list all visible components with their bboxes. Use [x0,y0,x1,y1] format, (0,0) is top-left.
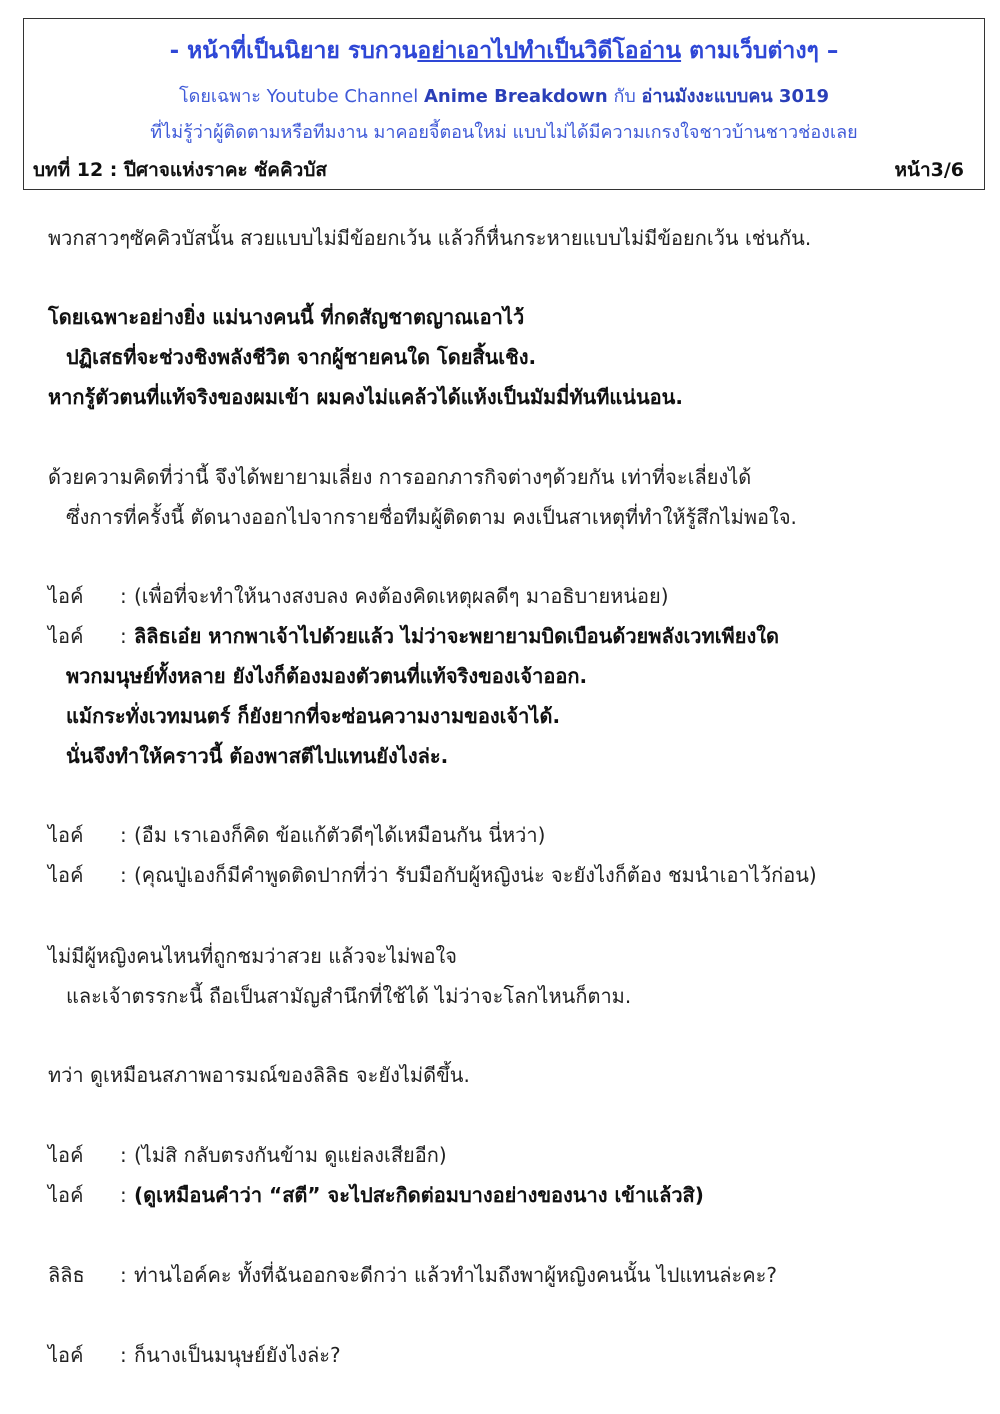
dialogue-line [48,819,545,851]
colon: : [120,1263,127,1287]
paragraph-line: ไม่มีผู้หญิงคนไหนที่ถูกชมว่าสวย แล้วจะไม่พอใจ [48,944,457,968]
speaker: ไอค์ [48,863,84,887]
paragraph-line: พวกสาวๆซัคคิวบัสนั้น สวยแบบไม่มีข้อยกเว้น แล้วก็หื่นกระหายแบบไม่มีข้อยกเว้น เช่นกัน. [48,226,812,250]
colon: : [120,624,127,648]
header-box [23,18,985,190]
speaker: ไอค์ [48,1343,84,1367]
line2-a: โดยเฉพาะ Youtube Channel [178,86,424,107]
warning-pre: - หน้าที่เป็นนิยาย รบกวน [169,38,418,64]
paragraph-line: ด้วยความคิดที่ว่านี้ จึงได้พยายามเลี่ยง การออกภารกิจต่างๆด้วยกัน เท่าที่จะเลี่ยงได้ [48,465,752,489]
dialogue-continuation: พวกมนุษย์ทั้งหลาย ยังไงก็ต้องมองตัวตนที่แท้จริงของเจ้าออก. [66,664,588,688]
speaker: ไอค์ [48,1183,84,1207]
paragraph-line: โดยเฉพาะอย่างยิ่ง แม่นางคนนี้ ที่กดสัญชาตญาณเอาไว้ [48,305,525,329]
dialogue-text: (ไม่สิ กลับตรงกันข้าม ดูแย่ลงเสียอีก) [134,1143,447,1167]
dialogue-line [48,859,817,891]
chapter-title: บทที่ 12 : ปีศาจแห่งราคะ ซัคคิวบัส [33,159,328,181]
colon: : [120,584,127,608]
dialogue-line [48,1339,341,1371]
paragraph-line: และเจ้าตรรกะนี้ ถือเป็นสามัญสำนึกที่ใช้ได้ ไม่ว่าจะโลกไหนก็ตาม. [66,984,632,1008]
speaker: ไอค์ [48,584,84,608]
colon: : [120,1343,127,1367]
header-line-2 [24,81,984,110]
colon: : [120,823,127,847]
warning-underlined: อย่าเอาไปทำเป็นวิดีโออ่าน [417,38,682,64]
dialogue-line [48,1179,704,1211]
dialogue-text: (ดูเหมือนคำว่า “สตี” จะไปสะกิดต่อมบางอย่างของนาง เข้าแล้วสิ) [134,1183,704,1207]
dialogue-continuation: นั่นจึงทำให้คราวนี้ ต้องพาสตีไปแทนยังไงล่ะ. [66,744,449,768]
dialogue-line [48,1259,777,1291]
paragraph-line: หากรู้ตัวตนที่แท้จริงของผมเข้า ผมคงไม่แคล้วได้แห้งเป็นมัมมี่ทันทีแน่นอน. [48,385,683,409]
colon: : [120,863,127,887]
speaker: ลิลิธ [48,1263,85,1287]
line2-channel-2: อ่านมังงะแบบคน 3019 [641,86,830,107]
speaker: ไอค์ [48,1143,84,1167]
colon: : [120,1143,127,1167]
paragraph-line: ซึ่งการที่ครั้งนี้ ตัดนางออกไปจากรายชื่อทีมผู้ติดตาม คงเป็นสาเหตุที่ทำให้รู้สึกไม่พอใจ. [66,505,797,529]
dialogue-line [48,620,779,652]
dialogue-text: ท่านไอค์คะ ทั้งที่ฉันออกจะดีกว่า แล้วทำไมถึงพาผู้หญิงคนนั้น ไปแทนล่ะคะ? [134,1263,777,1287]
line2-c: กับ [607,86,642,107]
dialogue-continuation: แม้กระทั่งเวทมนตร์ ก็ยังยากที่จะซ่อนความงามของเจ้าได้. [66,704,561,728]
paragraph-line: ทว่า ดูเหมือนสภาพอารมณ์ของลิลิธ จะยังไม่ดีขึ้น. [48,1063,470,1087]
dialogue-text: (อืม เราเองก็คิด ข้อแก้ตัวดีๆได้เหมือนกัน นี่หว่า) [134,823,546,847]
header-warning [24,33,984,69]
dialogue-line [48,580,669,612]
warning-post: ตามเว็บต่างๆ – [681,38,839,64]
dialogue-text: ก็นางเป็นมนุษย์ยังไงล่ะ? [134,1343,341,1367]
colon: : [120,1183,127,1207]
dialogue-line [48,1139,447,1171]
dialogue-text: (เพื่อที่จะทำให้นางสงบลง คงต้องคิดเหตุผลดีๆ มาอธิบายหน่อย) [134,584,669,608]
speaker: ไอค์ [48,823,84,847]
dialogue-text: ลิลิธเอ๋ย หากพาเจ้าไปด้วยแล้ว ไม่ว่าจะพยายามบิดเบือนด้วยพลังเวทเพียงใด [134,624,779,648]
header-line-3: ที่ไม่รู้ว่าผู้ติดตามหรือทีมงาน มาคอยจี้ตอนใหม่ แบบไม่ได้มีความเกรงใจชาวบ้านชาวช่องเลย [150,122,858,143]
speaker: ไอค์ [48,624,84,648]
dialogue-text: (คุณปู่เองก็มีคำพูดติดปากที่ว่า รับมือกับผู้หญิงน่ะ จะยังไงก็ต้อง ชมนำเอาไว้ก่อน) [134,863,817,887]
line2-channel: Anime Breakdown [423,86,608,107]
page-number: หน้า3/6 [894,159,964,181]
paragraph-line: ปฏิเสธที่จะช่วงชิงพลังชีวิต จากผู้ชายคนใด โดยสิ้นเชิง. [66,345,537,369]
